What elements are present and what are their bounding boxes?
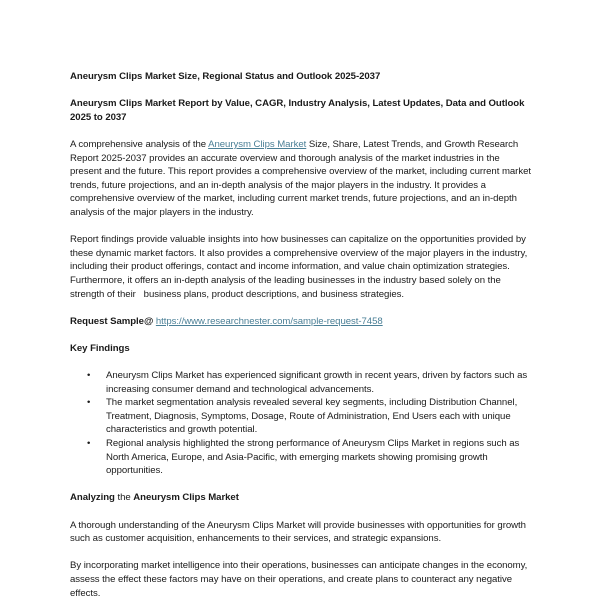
spacer xyxy=(70,84,532,98)
findings-paragraph: Report findings provide valuable insights into how businesses can capitalize on the opportunities provided by these dynamic market factors. It also provides a comprehensive overview of the major players in the industry, including their product offerings, contact and income information, and value chain optimization strategies. Furthermore, it offers an in-depth analysis of the leading businesses in the industry based solely on the strength of their business plans, product descriptions, and business strategies. xyxy=(70,234,530,300)
spacer xyxy=(70,220,532,234)
list-item-text: Regional analysis highlighted the strong performance of Aneurysm Clips Market in regions such as North America, Europe, and Asia-Pacific, with emerging markets showing promising growth opportunities. xyxy=(106,438,520,477)
analyzing-heading-bold: Analyzing xyxy=(70,492,115,504)
bullet-icon: • xyxy=(87,370,91,382)
document-page xyxy=(70,70,532,600)
document-subtitle: Aneurysm Clips Market Report by Value, CAGR, Industry Analysis, Latest Updates, Data and Outlook 2025 to 2037 xyxy=(70,98,525,123)
spacer xyxy=(70,355,532,369)
request-sample-label: Request Sample@ xyxy=(70,315,154,327)
intro-paragraph xyxy=(70,138,532,220)
bullet-icon: • xyxy=(87,397,91,409)
spacer xyxy=(70,328,532,342)
analyzing-paragraph-1: A thorough understanding of the Aneurysm Clips Market will provide businesses with opportunities for growth such as customer acquisition, enhancements to their services, and strategic expansions. xyxy=(70,519,526,545)
key-findings-list xyxy=(70,369,532,478)
intro-suffix: Size, Share, Latest Trends, and Growth Research Report 2025-2037 provides an accurate overview and thorough analysis of the market industries in the present and the future. This report provides a comprehensive overview of the market, including current market trends, future projections, and an in-depth analysis of the major players in the industry. It provides a comprehensive overview of the market, including current market trends, future projections, and an in-depth analysis of the major players in the industry. xyxy=(70,138,531,218)
spacer xyxy=(70,478,532,492)
bullet-icon: • xyxy=(87,438,91,450)
request-sample-link[interactable]: https://www.researchnester.com/sample-request-7458 xyxy=(155,315,383,327)
list-item-text: Aneurysm Clips Market has experienced significant growth in recent years, driven by factors such as increasing consumer demand and technological advancements. xyxy=(106,370,528,395)
analyzing-heading xyxy=(70,491,532,505)
analyzing-paragraph-2: By incorporating market intelligence into their operations, businesses can anticipate changes in the economy, assess the effect these factors may have on their operations, and create plans to counteract any negative effects. xyxy=(70,560,528,599)
spacer xyxy=(70,505,532,519)
request-sample-line xyxy=(70,315,532,329)
spacer xyxy=(70,124,532,138)
spacer xyxy=(70,301,532,315)
list-item xyxy=(70,369,532,396)
spacer xyxy=(70,546,532,560)
key-findings-heading: Key Findings xyxy=(70,342,130,354)
analyzing-heading-normal: the xyxy=(114,492,134,504)
analyzing-heading-market: Aneurysm Clips Market xyxy=(133,492,239,504)
list-item xyxy=(70,396,532,437)
list-item xyxy=(70,437,532,478)
list-item-text: The market segmentation analysis revealed several key segments, including Distribution Channel, Treatment, Diagnosis, Symptoms, Dosage, Route of Administration, End Users each with unique characteristics and growth potential. xyxy=(106,397,518,436)
intro-prefix: A comprehensive analysis of the xyxy=(70,138,209,150)
document-title: Aneurysm Clips Market Size, Regional Status and Outlook 2025-2037 xyxy=(70,71,381,82)
aneurysm-clips-market-link[interactable]: Aneurysm Clips Market xyxy=(208,138,307,150)
